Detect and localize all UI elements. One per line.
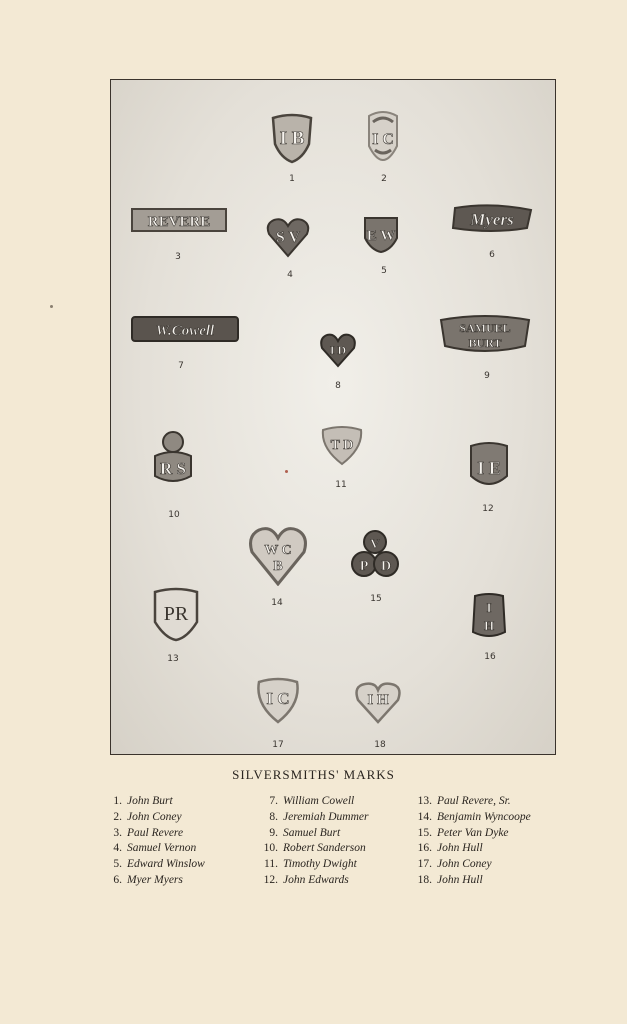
mark-16-cartouche <box>469 592 509 640</box>
legend-entry: 14. Benjamin Wyncoope <box>417 810 531 823</box>
svg-text:E W: E W <box>366 228 396 244</box>
mark-number: 3 <box>175 252 181 262</box>
svg-text:T D: T D <box>330 438 354 453</box>
mark-1-shield <box>269 112 315 164</box>
svg-text:Myers: Myers <box>470 210 514 229</box>
mark-8-heart <box>319 332 357 368</box>
mark-number: 13 <box>167 654 179 664</box>
mark-number: 15 <box>370 594 382 604</box>
legend-column-2 <box>260 795 368 890</box>
mark-18-heart <box>353 680 403 724</box>
svg-text:V: V <box>370 536 380 551</box>
mark-14-heart <box>247 524 309 586</box>
mark-4-heart <box>265 216 311 258</box>
mark-number: 8 <box>335 381 341 391</box>
mark-number: 14 <box>271 598 283 608</box>
mark-11-shield <box>319 424 365 466</box>
mark-17-shield <box>253 676 303 724</box>
mark-number: 2 <box>381 174 387 184</box>
svg-text:I B: I B <box>279 128 305 149</box>
legend-entry: 9. Samuel Burt <box>269 826 341 839</box>
mark-number: 16 <box>484 652 496 662</box>
svg-text:P: P <box>359 559 369 574</box>
plate-caption: SILVERSMITHS' MARKS <box>232 767 395 782</box>
legend-entry: 12. John Edwards <box>263 873 349 886</box>
legend-entry: 15. Peter Van Dyke <box>417 826 509 839</box>
mark-7-rectangle <box>131 316 239 342</box>
mark-2-crowned <box>363 106 403 162</box>
svg-text:I H: I H <box>367 692 389 708</box>
svg-text:D: D <box>380 559 392 574</box>
mark-number: 7 <box>178 361 184 371</box>
mark-13-shield <box>151 586 201 642</box>
svg-text:S V: S V <box>275 229 301 246</box>
mark-number: 5 <box>381 266 387 276</box>
plate-image <box>110 79 556 755</box>
speck <box>285 470 288 473</box>
mark-12-crowned <box>467 440 511 492</box>
svg-text:H: H <box>483 618 495 633</box>
svg-text:I D: I D <box>329 343 347 357</box>
legend-entry: 17. John Coney <box>417 858 492 871</box>
legend-entry: 7. William Cowell <box>269 795 355 807</box>
legend-column-3 <box>414 795 531 890</box>
mark-number: 10 <box>168 510 180 520</box>
mark-number: 18 <box>374 740 386 750</box>
svg-text:REVERE: REVERE <box>147 214 211 230</box>
legend-entry: 2. John Coney <box>113 810 182 823</box>
legend-entry: 13. Paul Revere, Sr. <box>417 795 511 807</box>
legend-entry: 1. John Burt <box>113 795 173 807</box>
svg-text:BURT: BURT <box>468 336 502 350</box>
mark-15-trefoil <box>351 528 399 582</box>
speck <box>50 305 53 308</box>
svg-text:W C: W C <box>264 543 292 558</box>
legend-entry: 4. Samuel Vernon <box>113 842 197 855</box>
legend-entry: 6. Myer Myers <box>113 873 183 886</box>
legend-entry: 18. John Hull <box>417 873 483 886</box>
svg-text:I: I <box>486 600 492 615</box>
legend-entry: 16. John Hull <box>417 842 483 855</box>
svg-text:B: B <box>273 559 283 574</box>
mark-number: 11 <box>335 480 347 490</box>
svg-text:I C: I C <box>372 131 394 148</box>
svg-text:W.Cowell: W.Cowell <box>155 323 215 339</box>
mark-number: 1 <box>289 174 295 184</box>
svg-text:R S: R S <box>160 459 186 478</box>
mark-number: 17 <box>272 740 284 750</box>
mark-number: 4 <box>287 270 293 280</box>
mark-number: 6 <box>489 250 495 260</box>
mark-6-cartouche <box>449 204 535 234</box>
legend-entry: 10. Robert Sanderson <box>263 842 366 855</box>
mark-number: 9 <box>484 371 490 381</box>
svg-text:SAMUEL: SAMUEL <box>459 321 511 335</box>
legend-entry: 8. Jeremiah Dummer <box>269 810 369 823</box>
legend-column-1 <box>104 795 205 890</box>
mark-5-shield <box>361 214 401 254</box>
legend-entry: 3. Paul Revere <box>113 826 184 839</box>
legend-entry: 11. Timothy Dwight <box>264 858 357 871</box>
legend-entry: 5. Edward Winslow <box>113 858 205 871</box>
svg-text:I E: I E <box>477 458 501 478</box>
mark-number: 12 <box>482 504 494 514</box>
mark-3-rectangle <box>131 208 227 232</box>
mark-10-crowned <box>149 428 197 488</box>
svg-text:PR: PR <box>163 603 189 625</box>
mark-9-cartouche <box>437 312 533 354</box>
svg-text:I C: I C <box>266 689 290 708</box>
